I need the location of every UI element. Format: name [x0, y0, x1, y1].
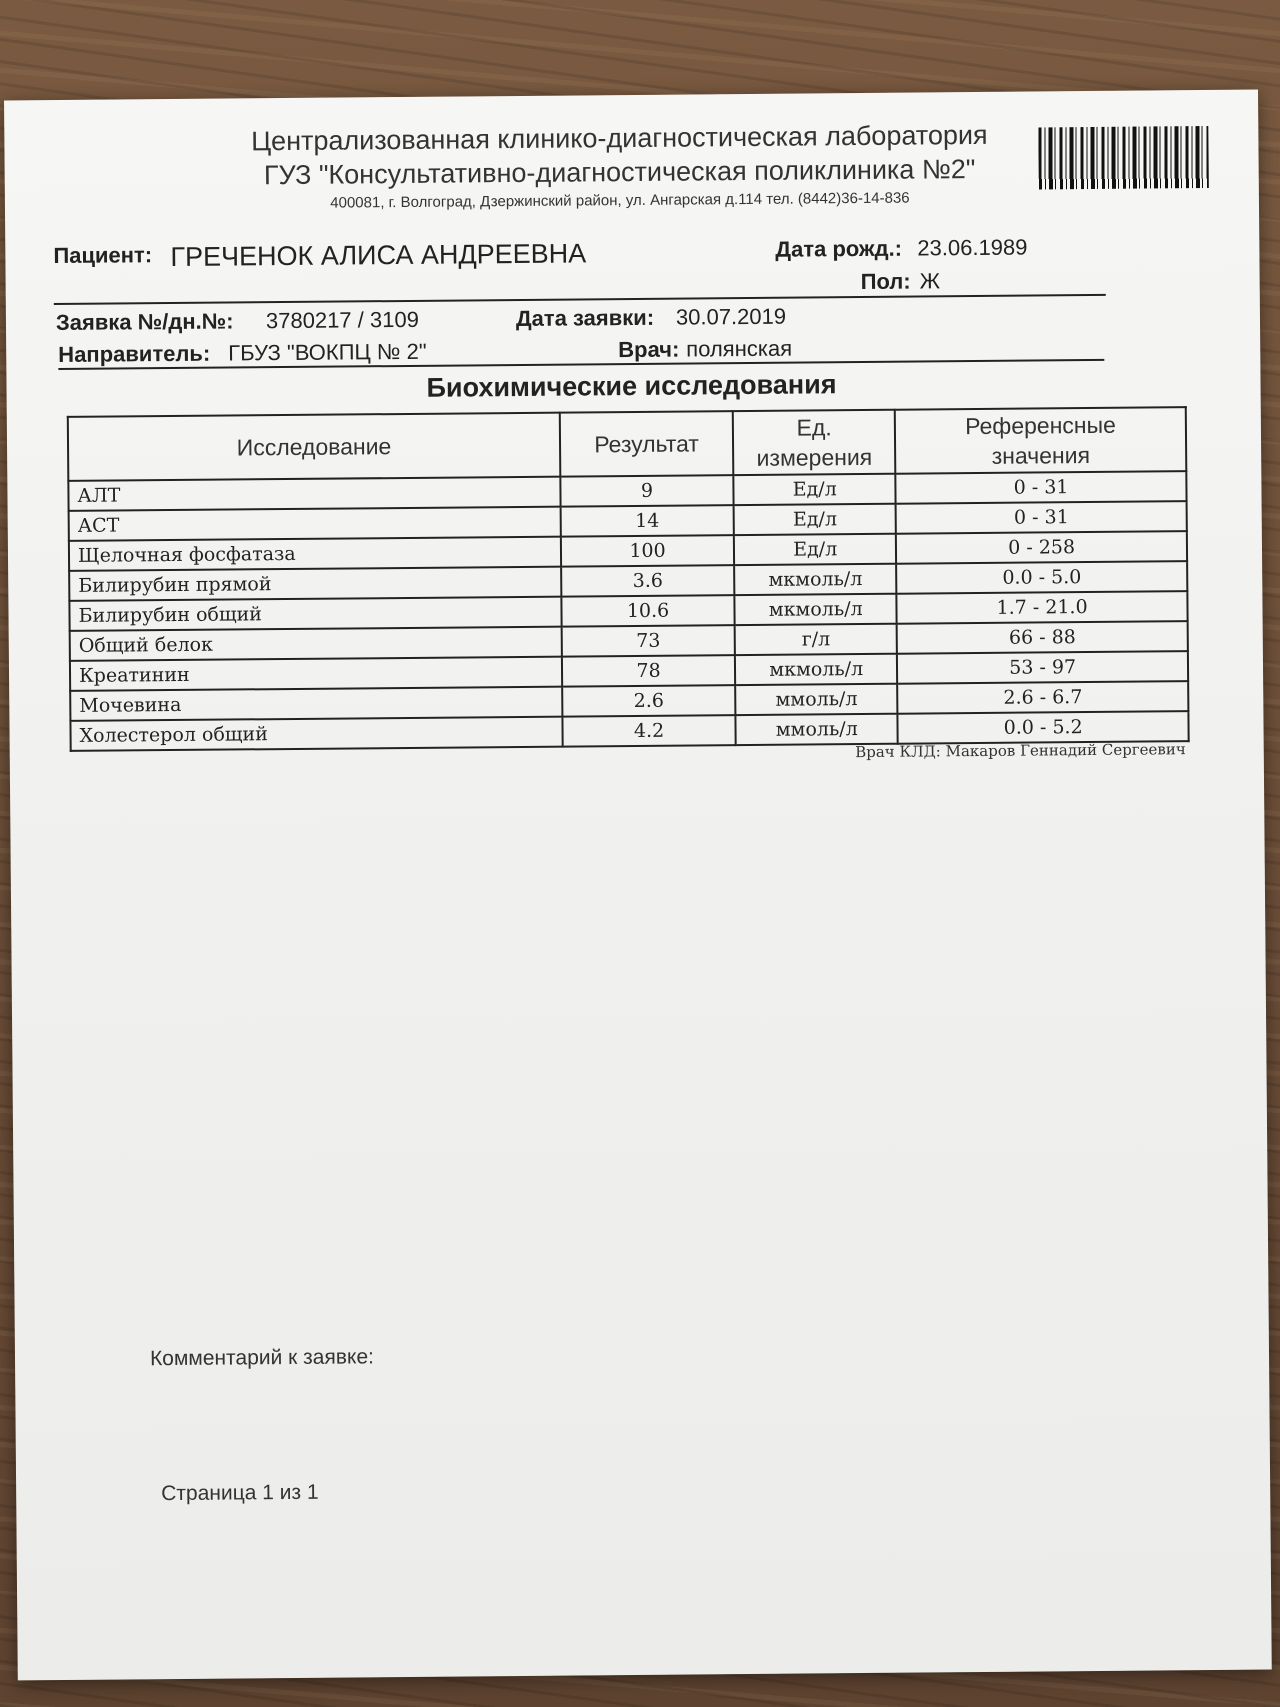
results-table — [67, 406, 1190, 752]
test-name: Общий белок — [70, 627, 562, 661]
test-unit: мкмоль/л — [735, 594, 897, 625]
patient-label: Пациент: — [53, 242, 153, 269]
test-result: 14 — [560, 505, 734, 537]
sex-label: Пол: — [860, 268, 911, 295]
divider-top — [54, 294, 1106, 305]
dob-label: Дата рожд.: — [775, 235, 903, 262]
header-unit-line1: Ед. — [796, 414, 832, 441]
lab-address: 400081, г. Волгоград, Дзержинский район, ул. Ангарская д.114 тел. (8442)36-14-836 — [330, 189, 910, 212]
order-date-label: Дата заявки: — [515, 304, 655, 332]
test-unit: ммоль/л — [736, 714, 898, 745]
order-date-value: 30.07.2019 — [675, 303, 787, 330]
test-result: 3.6 — [561, 565, 735, 597]
order-number-label: Заявка №/дн.№: — [55, 308, 234, 336]
barcode-icon — [1038, 126, 1209, 189]
lab-name: Централизованная клинико-диагностическая лаборатория — [250, 119, 988, 157]
order-number-value: 3780217 / 3109 — [265, 306, 419, 334]
test-name: Холестерол общий — [70, 717, 562, 751]
test-ref: 0 - 258 — [896, 531, 1187, 564]
doctor-value: полянская — [686, 335, 793, 362]
patient-name: ГРЕЧЕНОК АЛИСА АНДРЕЕВНА — [170, 238, 587, 273]
lab-report-sheet — [4, 90, 1272, 1681]
test-unit: ммоль/л — [735, 684, 897, 715]
header-ref-line1: Референсные — [965, 411, 1116, 440]
test-name: АЛТ — [68, 477, 560, 511]
test-unit: Ед/л — [734, 504, 896, 535]
header-result: Результат — [560, 411, 734, 477]
test-unit: мкмоль/л — [734, 564, 896, 595]
header-ref-line2: значения — [991, 442, 1091, 469]
doctor-signature: Врач КЛД: Макаров Геннадий Сергеевич — [855, 740, 1186, 762]
dob-value: 23.06.1989 — [917, 234, 1028, 261]
sex-value: Ж — [919, 268, 941, 294]
comment-label: Комментарий к заявке: — [149, 1345, 375, 1371]
test-ref: 0.0 - 5.0 — [896, 561, 1187, 594]
test-result: 4.2 — [562, 715, 736, 747]
test-ref: 0 - 31 — [896, 501, 1187, 534]
test-ref: 66 - 88 — [897, 621, 1188, 654]
referrer-label: Направитель: — [58, 340, 211, 368]
section-title: Биохимические исследования — [426, 369, 837, 403]
test-unit: мкмоль/л — [735, 654, 897, 685]
header-ref — [895, 407, 1186, 474]
test-ref: 1.7 - 21.0 — [897, 591, 1188, 624]
test-result: 10.6 — [561, 595, 735, 627]
table-header-row — [68, 407, 1187, 481]
test-unit: г/л — [735, 624, 897, 655]
test-unit: Ед/л — [734, 474, 896, 505]
test-name: Креатинин — [70, 657, 562, 691]
test-result: 9 — [560, 475, 734, 507]
test-name: Щелочная фосфатаза — [69, 537, 561, 571]
page-number: Страница 1 из 1 — [161, 1480, 319, 1506]
test-name: Билирубин прямой — [69, 567, 561, 601]
test-ref: 53 - 97 — [897, 651, 1188, 684]
header-unit-line2: измерения — [756, 443, 873, 471]
test-unit: Ед/л — [734, 534, 896, 565]
test-result: 73 — [562, 625, 736, 657]
test-name: АСТ — [69, 507, 561, 541]
test-result: 100 — [561, 535, 735, 567]
test-result: 78 — [562, 655, 736, 687]
test-name: Мочевина — [70, 687, 562, 721]
referrer-value: ГБУЗ "ВОКПЦ № 2" — [228, 338, 427, 366]
header-test: Исследование — [68, 413, 560, 481]
header-unit — [733, 410, 896, 475]
clinic-name: ГУЗ "Консультативно-диагностическая поликлиника №2" — [263, 153, 976, 191]
test-result: 2.6 — [562, 685, 736, 717]
test-ref: 0.0 - 5.2 — [898, 711, 1189, 744]
test-ref: 0 - 31 — [896, 471, 1187, 504]
doctor-label: Врач: — [618, 336, 680, 363]
test-ref: 2.6 - 6.7 — [897, 681, 1188, 714]
test-name: Билирубин общий — [69, 597, 561, 631]
